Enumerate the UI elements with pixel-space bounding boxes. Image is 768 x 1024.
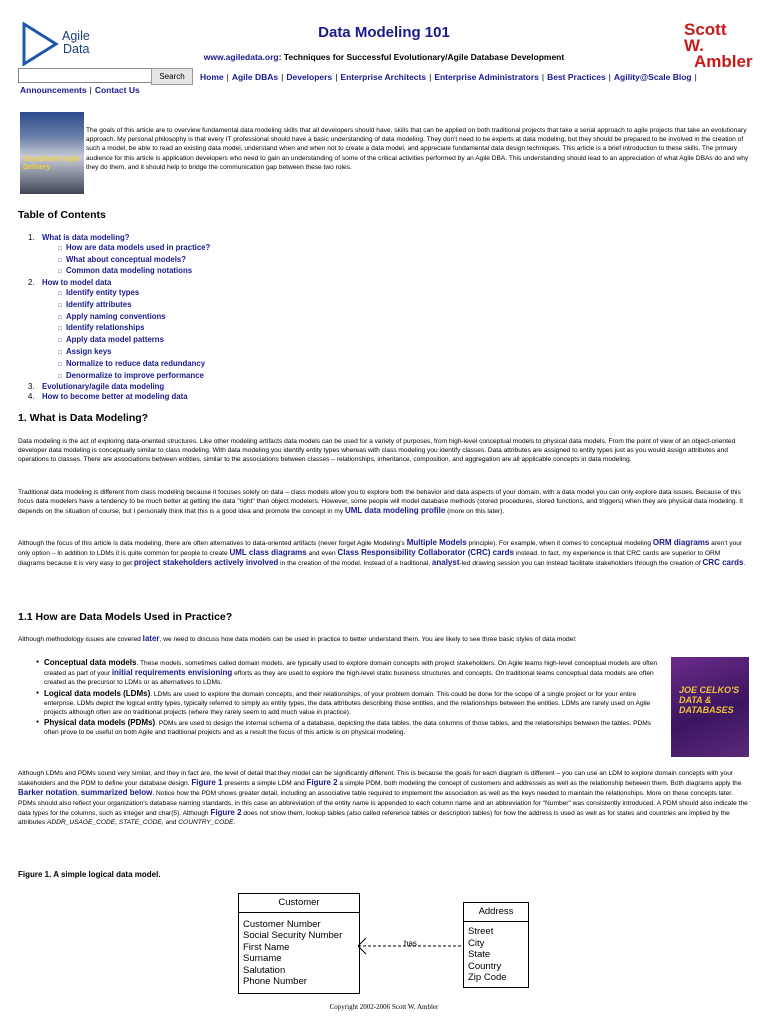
toc-sublink[interactable]: Apply naming conventions: [66, 311, 166, 321]
toc-subitem: [28, 255, 210, 267]
toc-sublink[interactable]: Identify relationships: [66, 323, 145, 333]
entity-attribute: Street: [468, 926, 494, 937]
author-logo-line-2: Ambler: [694, 52, 753, 71]
text: -led drawing session you can instead facilitate stakeholders through the creation of: [459, 560, 703, 568]
list-item-title: Physical data models (PDMs): [44, 718, 156, 728]
figure-2-link-2[interactable]: Figure 2: [210, 807, 242, 817]
toc-heading: Table of Contents: [18, 209, 106, 221]
entity-attribute: Phone Number: [243, 976, 307, 988]
top-nav: Home | Agile DBAs | Developers | Enterprise Architects | Enterprise Administrators | Best Practices | Agility@Scale Blog |: [200, 72, 697, 82]
toc-subitem: [28, 371, 210, 383]
nav-developers[interactable]: Developers: [286, 72, 333, 82]
section-1-paragraph-2: [18, 488, 748, 517]
bullet-icon: □: [58, 361, 62, 368]
entity-attribute: Customer Number: [243, 919, 321, 930]
toc-sublink[interactable]: How are data models used in practice?: [66, 242, 211, 252]
subtitle-text: : Techniques for Successful Evolutionary/Agile Database Development: [278, 52, 565, 62]
list-item: [36, 718, 660, 737]
section-1-heading: 1. What is Data Modeling?: [18, 412, 149, 424]
section-1-1-heading: 1.1 How are Data Models Used in Practice?: [18, 611, 233, 623]
address-entity: [463, 902, 529, 988]
toc-subitem: [28, 288, 210, 300]
project-stakeholders-link[interactable]: project stakeholders actively involved: [133, 558, 279, 568]
text: Although LDMs and PDMs sound very similar, and they in fact are, the level of detail that they model can be significantly different. This is because the goals for each diagram is different – you can use an LDM to explore domain concepts with your stakeholders and the PDM to define your database design.: [18, 770, 734, 788]
book-cover-title: Disciplined Agile Delivery: [23, 156, 80, 171]
site-url-link[interactable]: www.agiledata.org: [203, 52, 279, 62]
later-link[interactable]: later: [142, 634, 160, 643]
text: . These models, sometimes called domain models, are typically used to explore domain concepts with project stakeholders. On Agile teams high-level conceptual models are often created as part of your: [44, 660, 658, 678]
text: .: [233, 819, 236, 827]
text: Although the focus of this article is data modeling, there are often alternatives to data-oriented artifacts (never forget Agile Modeling's: [18, 540, 407, 547]
toc-subitem: [28, 335, 210, 347]
crc-cards-link-2[interactable]: CRC cards: [702, 558, 744, 568]
toc-sublink[interactable]: Apply data model patterns: [66, 335, 164, 345]
bullet-icon: □: [58, 373, 62, 380]
text: and even: [306, 550, 338, 558]
toc-sublink[interactable]: Identify attributes: [66, 299, 132, 309]
disciplined-agile-delivery-book-image[interactable]: [20, 112, 84, 194]
logo-text-line-1: Agile: [62, 29, 90, 43]
toc-sublink[interactable]: Normalize to reduce data redundancy: [66, 358, 206, 368]
figure-1-link[interactable]: Figure 1: [191, 778, 223, 788]
text: a simple PDM, both modeling the concept of customers and addresses as well as the relationship between them. Both diagrams apply the: [337, 780, 742, 788]
uml-data-modeling-profile-link[interactable]: UML data modeling profile: [344, 506, 446, 516]
toc-number: 1.: [28, 233, 35, 242]
bullet-icon: □: [58, 245, 62, 252]
text: ,: [77, 790, 81, 798]
bullet-icon: □: [58, 338, 62, 345]
customer-entity: [238, 893, 360, 994]
text: does not show them, lookup tables (also called reference tables or description tables) for how the address is used as well as for states and countries are implied by the attributes: [18, 809, 730, 827]
bullet-icon: □: [58, 290, 62, 297]
text: Although methodology issues are covered: [18, 636, 143, 643]
toc-item: [28, 382, 210, 392]
text: . PDMs are used to design the internal schema of a database, depicting the data tables, the data columns of those tables, and the relationships between the tables. PDMs often prove to be useful on both Agile and traditional projects and as a result the focus of this article is on physical modeling.: [44, 720, 652, 737]
toc-item: [28, 233, 210, 243]
entity-attribute: Salutation: [243, 964, 286, 976]
entity-attribute: First Name: [243, 941, 290, 953]
text: , we need to discuss how data models can be used in practice to better understand them. You are likely to see three basic styles of data model:: [159, 636, 577, 643]
site-title: Data Modeling 101: [318, 24, 450, 41]
author-logo[interactable]: [684, 20, 753, 71]
entity-attributes: [464, 922, 528, 984]
analyst-link[interactable]: analyst: [431, 558, 460, 568]
toc-subitem: [28, 359, 210, 371]
code-text: ADDR_USAGE_CODE: [46, 819, 116, 827]
table-of-contents: [28, 233, 210, 402]
summarized-below-link[interactable]: summarized below: [80, 788, 153, 798]
toc-subitem: [28, 300, 210, 312]
bullet-icon: □: [58, 314, 62, 321]
section-1-1-paragraph-1: [18, 634, 748, 644]
data-and-databases-book-image[interactable]: [671, 657, 749, 757]
nav-announcements[interactable]: Announcements: [20, 85, 87, 95]
text: presents a simple LDM and: [222, 780, 307, 788]
text: . LDMs are used to explore the domain concepts, and their relationships, of your problem domain. This could be done for the scope of a single project or for your entire enterprise. LDMs depict the logical entity types, typically referred to simply as entity types, the data attributes describing those entities, and the relationships between the entities. LDMs are rarely used on Agile projects although often are on traditional projects (where they rarely seem to add much value in practice).: [44, 690, 651, 717]
section-1-paragraph-1: Data modeling is the act of exploring data-oriented structures. Like other modeling artifacts data models can be used for a variety of purposes, from high-level conceptual models to physical data models. From the point of view of an object-oriented developer data modeling is conceptually similar to class modeling. With data modeling you identify entity types whereas with class modeling you identify classes. Data attributes are assigned to entity types just as you would assign attributes and operations to classes. There are associations between entities, similar to the associations between classes – relationships, inheritance, composition, and aggregation are all applicable concepts in data modeling.: [18, 438, 736, 464]
bullet-icon: □: [58, 257, 62, 264]
text: . Notice how the PDM shows greater detail, including an associative table required to implement the association as well as the keys needed to maintain the relationships. More on these concepts later. PDMs should also reflect your organization's database naming standards, in this case an abbreviation of the entity name is appended to each column name and an abbreviation for "Number" was consistently introduced. A PDM should also indicate the data types for the columns, such as integer and char(5). Although: [18, 790, 748, 817]
bullet-icon: □: [58, 302, 62, 309]
section-1-paragraph-3: [18, 538, 748, 569]
section-1-1-paragraph-2: [18, 769, 748, 827]
toc-number: 4.: [28, 392, 35, 402]
entity-title: Customer: [239, 894, 359, 913]
toc-subitem: [28, 347, 210, 359]
entity-attribute: State: [468, 949, 491, 961]
multiple-models-link[interactable]: Multiple Models: [406, 538, 467, 547]
entity-attribute: Surname: [243, 953, 282, 965]
top-nav-row-2: Announcements | Contact Us: [20, 85, 140, 95]
author-logo-line-1: Scott W.: [684, 20, 727, 55]
nav-agile-dbas[interactable]: Agile DBAs: [231, 72, 279, 82]
toc-sublink[interactable]: Assign keys: [66, 346, 112, 356]
bullet-icon: □: [58, 326, 62, 333]
uml-class-diagrams-link[interactable]: UML class diagrams: [229, 548, 307, 558]
intro-paragraph: The goals of this article are to overview fundamental data modeling skills that all developers should have, skills that can be applied on both traditional projects that take a serial approach to agile projects that take an evolutionary approach. My personal philosophy is that every IT professional should have a basic understanding of data modeling. They don't need to be experts at data modeling, but they should be prepared to be involved in the creation of such a model, be able to read an existing data model, understand when and when not to create a data model, and appreciate fundamental data design techniques. This article is a brief introduction to these skills. The primary audience for this article is application developers who need to gain an understanding of some of the critical activities performed by an Agile DBA. This understanding should lead to an appreciation of what Agile DBAs do and why they do them, and it should help to bridge the communication gap between these two roles.: [86, 127, 749, 171]
toc-subitem: [28, 323, 210, 335]
search-button[interactable]: Search: [151, 68, 193, 85]
toc-sublink[interactable]: Common data modeling notations: [66, 266, 193, 276]
entity-title: Address: [464, 903, 528, 922]
toc-sublink[interactable]: Denormalize to improve performance: [66, 370, 204, 380]
list-item-title: Conceptual data models: [44, 658, 137, 667]
toc-sublink[interactable]: What about conceptual models?: [66, 254, 186, 264]
list-item-title: Logical data models (LDMs): [44, 688, 151, 698]
text: in the creation of the model. Instead of a traditional,: [278, 560, 432, 568]
toc-sublink[interactable]: Identify entity types: [66, 287, 140, 297]
figure-1-caption: Figure 1. A simple logical data model.: [18, 870, 161, 879]
nav-enterprise-administrators[interactable]: Enterprise Administrators: [434, 72, 539, 82]
toc-number: 2.: [28, 278, 35, 288]
bullet-icon: □: [58, 269, 62, 276]
text: instead. In fact, my experience is that CRC cards are superior to ORM diagrams because it is very easy to get: [18, 550, 721, 568]
nav-contact-us[interactable]: Contact Us: [94, 85, 140, 95]
barker-notation-link[interactable]: Barker notation: [18, 788, 78, 798]
toc-link[interactable]: How to model data: [42, 278, 112, 288]
toc-link[interactable]: Evolutionary/agile data modeling: [42, 382, 165, 392]
code-text: STATE_CODE: [118, 819, 162, 827]
toc-link[interactable]: How to become better at modeling data: [42, 392, 188, 402]
text: Traditional data modeling is different from class modeling because it focuses solely on data – class models allow you to explore both the behavior and data aspects of your domain, with a data model you can only explore data issues. Because of this focus data modelers have a tendency to be much better at getting the data "right" than object modelers. However, some people will model database methods (stored procedures, stored functions, and triggers) when they are physical data modeling. It depends on the situation of course, but I personally think that this is a good idea and promote the concept in my: [18, 489, 743, 516]
data-model-styles-list: [36, 658, 660, 739]
search-input[interactable]: [18, 68, 154, 83]
nav-enterprise-architects[interactable]: Enterprise Architects: [340, 72, 427, 82]
orm-diagrams-link[interactable]: ORM diagrams: [652, 538, 710, 547]
site-subtitle: [0, 52, 768, 62]
toc-item: [28, 392, 210, 402]
nav-best-practices[interactable]: Best Practices: [547, 72, 606, 82]
copyright: Copyright 2002-2006 Scott W. Ambler: [329, 1003, 439, 1011]
entity-attribute: Country: [468, 960, 502, 972]
text: aren't your only option – In addition to LDMs it is quite common for people to create: [18, 540, 743, 558]
crc-cards-link[interactable]: Class Responsibility Collaborator (CRC) cards: [337, 548, 514, 558]
nav-home[interactable]: Home: [200, 72, 224, 82]
bullet-icon: □: [58, 349, 62, 356]
toc-subitem: [28, 243, 210, 255]
entity-attributes: [239, 913, 359, 987]
toc-number: 3.: [28, 382, 35, 392]
toc-item: [28, 278, 210, 288]
text: efforts as they are used to explore the high-level static business structures and concepts. On traditional teams conceptual data models are often created as the precursor to LDMs or as alternatives to LDMs.: [44, 670, 654, 687]
toc-subitem: [28, 266, 210, 278]
code-text: COUNTRY_CODE: [178, 819, 234, 827]
text: , and: [161, 819, 179, 827]
entity-attribute: Zip Code: [468, 972, 507, 984]
book-cover-title: JOE CELKO'S DATA & DATABASES: [679, 685, 740, 715]
logo-text-line-2: Data: [63, 42, 90, 56]
nav-agility-blog[interactable]: Agility@Scale Blog: [613, 72, 692, 82]
text: (more on this later).: [445, 508, 505, 516]
text: .: [743, 560, 746, 568]
toc-subitem: [28, 312, 210, 324]
list-item: [36, 658, 660, 688]
entity-attribute: City: [468, 937, 485, 949]
entity-attribute: Social Security Number: [243, 930, 343, 942]
figure-2-link[interactable]: Figure 2: [306, 778, 338, 788]
initial-requirements-envisioning-link[interactable]: initial requirements envisioning: [111, 668, 233, 678]
list-item: [36, 689, 660, 718]
relationship-label: has: [404, 939, 417, 948]
toc-link[interactable]: What is data modeling?: [42, 233, 130, 242]
text: principle). For example, when it comes to conceptual modeling: [466, 540, 653, 547]
text: ,: [115, 819, 119, 827]
